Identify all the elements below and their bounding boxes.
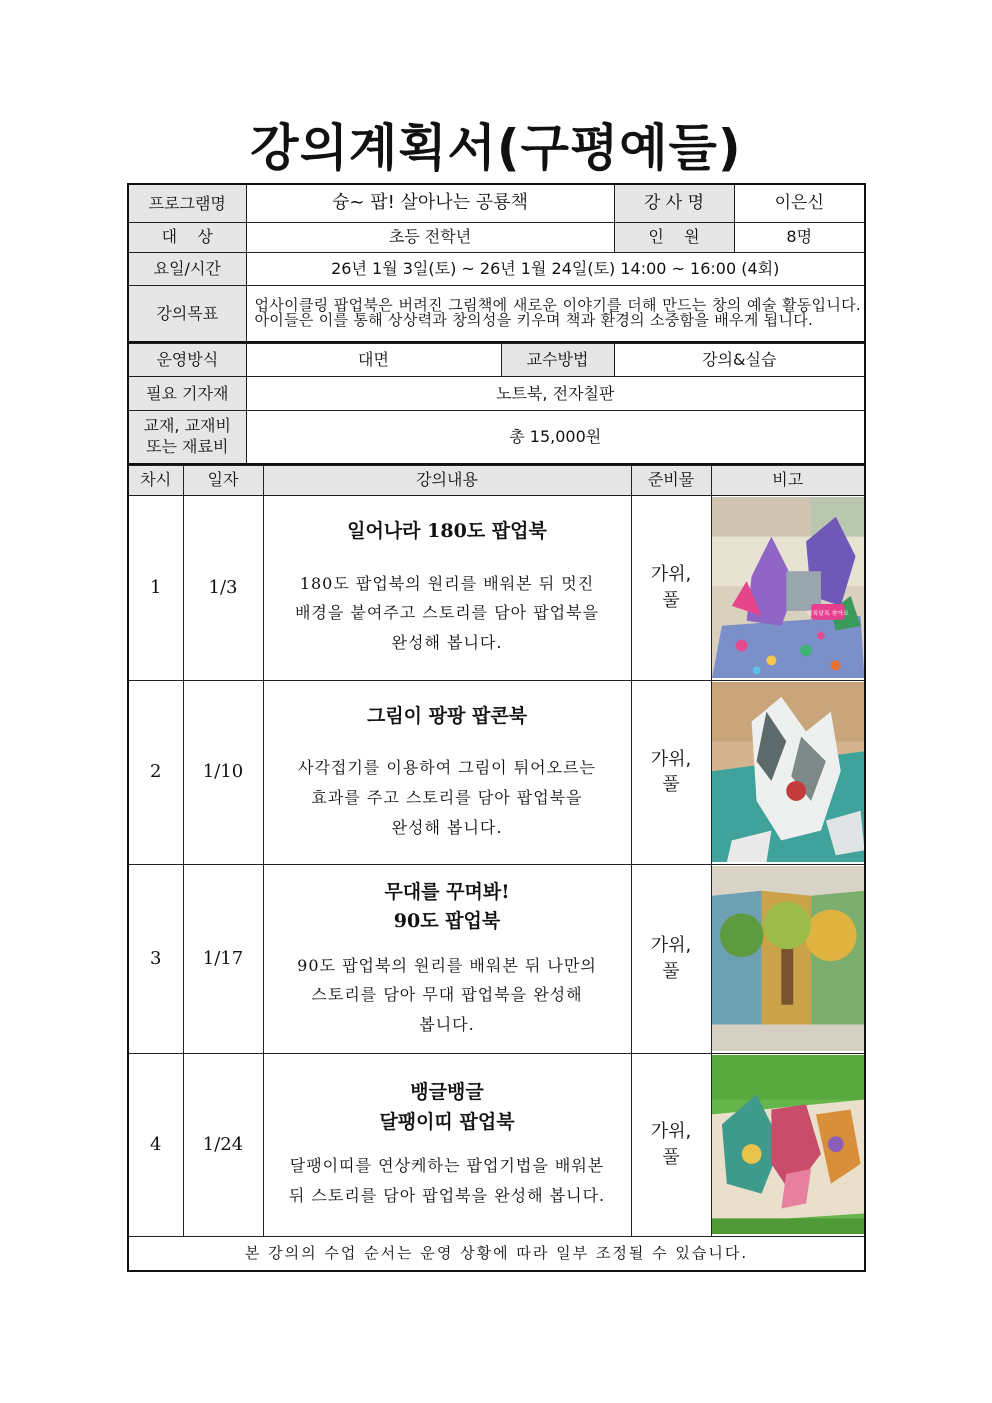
session-row — [128, 495, 865, 680]
photo-sign-text: 알록달록 찾아요 — [806, 609, 849, 617]
materials-line: 가위, — [650, 564, 692, 586]
lecture-plan-sheet — [127, 183, 864, 1272]
session-title: 90도 팝업북 — [393, 910, 501, 933]
header-content: 강의내용 — [263, 465, 631, 495]
session-desc-line: 완성해 봅니다. — [391, 633, 503, 653]
popup-book-photo — [712, 866, 865, 1051]
materials-line: 가위, — [650, 1121, 692, 1143]
fee-value: 총 15,000원 — [246, 411, 865, 464]
session-desc-line: 스토리를 담아 무대 팝업북을 완성해 — [311, 985, 583, 1005]
session-materials — [631, 1053, 711, 1236]
session-materials — [631, 864, 711, 1053]
session-number: 2 — [128, 680, 183, 864]
fee-label-line-2: 또는 재료비 — [146, 436, 229, 456]
count-value: 8명 — [734, 222, 865, 252]
fee-label-line-1: 교재, 교재비 — [143, 415, 231, 435]
header-note: 비고 — [711, 465, 865, 495]
fee-label — [128, 411, 246, 464]
method-label: 운영방식 — [128, 344, 246, 377]
session-date: 1/3 — [183, 495, 263, 680]
session-title: 뱅글뱅글 — [410, 1081, 484, 1104]
count-label: 인 원 — [614, 222, 734, 252]
document-title: 강의계획서(구평예들) — [250, 119, 742, 177]
target-value: 초등 전학년 — [246, 222, 614, 252]
schedule-label: 요일/시간 — [128, 252, 246, 285]
schedule-value: 26년 1월 3일(토) ~ 26년 1월 24일(토) 14:00 ~ 16:00 (4회) — [246, 252, 865, 285]
session-content — [263, 495, 631, 680]
session-desc-line: 180도 팝업북의 원리를 배워본 뒤 멋진 — [299, 573, 595, 593]
session-row — [128, 864, 865, 1053]
teaching-value: 강의&실습 — [614, 344, 865, 377]
schedule-table — [127, 465, 866, 1273]
method-value: 대면 — [246, 344, 501, 377]
header-session: 차시 — [128, 465, 183, 495]
session-date: 1/10 — [183, 680, 263, 864]
session-title: 무대를 꾸며봐! — [384, 880, 510, 903]
popup-book-photo — [712, 682, 865, 862]
materials-line: 풀 — [662, 1146, 680, 1168]
materials-line: 풀 — [662, 960, 680, 982]
equipment-label: 필요 기자재 — [128, 377, 246, 411]
session-content — [263, 1053, 631, 1236]
session-desc-line: 완성해 봅니다. — [391, 817, 503, 837]
materials-line: 풀 — [662, 589, 680, 611]
session-desc-line: 배경을 붙여주고 스토리를 담아 팝업북을 — [294, 603, 600, 623]
session-content — [263, 864, 631, 1053]
session-desc-line: 뒤 스토리를 담아 팝업북을 완성해 봅니다. — [288, 1185, 606, 1205]
teaching-label: 교수방법 — [501, 344, 614, 377]
session-row — [128, 1053, 865, 1236]
session-materials — [631, 495, 711, 680]
popup-book-photo — [712, 497, 865, 678]
session-row — [128, 680, 865, 864]
session-number: 4 — [128, 1053, 183, 1236]
instructor-label: 강 사 명 — [614, 184, 734, 222]
session-desc-line: 효과를 주고 스토리를 담아 팝업북을 — [311, 787, 583, 807]
session-materials — [631, 680, 711, 864]
method-table — [127, 343, 866, 465]
info-table — [127, 183, 866, 343]
session-desc-line: 달팽이띠를 연상케하는 팝업기법을 배워본 — [289, 1156, 605, 1176]
program-label: 프로그램명 — [128, 184, 246, 222]
session-number: 3 — [128, 864, 183, 1053]
materials-line: 가위, — [650, 935, 692, 957]
session-title: 달팽이띠 팝업북 — [379, 1110, 515, 1133]
session-photo-cell — [711, 495, 865, 680]
session-date: 1/24 — [183, 1053, 263, 1236]
session-photo-cell — [711, 864, 865, 1053]
materials-line: 가위, — [650, 748, 692, 770]
goal-value: 업사이클링 팝업북은 버려진 그림책에 새로운 이야기를 더해 만드는 창의 예술 활동입니다. 아이들은 이를 통해 상상력과 창의성을 키우며 책과 환경의 소중함을 배우게 됩니다. — [246, 285, 865, 342]
goal-label: 강의목표 — [128, 285, 246, 342]
session-number: 1 — [128, 495, 183, 680]
session-photo-cell — [711, 1053, 865, 1236]
session-title: 일어나라 180도 팝업북 — [347, 520, 547, 543]
materials-line: 풀 — [662, 774, 680, 795]
program-value: 슝~ 팝! 살아나는 공룡책 — [246, 184, 614, 222]
session-date: 1/17 — [183, 864, 263, 1053]
session-content — [263, 680, 631, 864]
header-materials: 준비물 — [631, 465, 711, 495]
equipment-value: 노트북, 전자칠판 — [246, 377, 865, 411]
session-photo-cell — [711, 680, 865, 864]
session-desc-line: 사각접기를 이용하여 그림이 튀어오르는 — [297, 758, 596, 778]
popup-book-photo — [712, 1055, 865, 1234]
session-desc-line: 봅니다. — [419, 1014, 475, 1034]
instructor-value: 이은신 — [734, 184, 865, 222]
target-label: 대 상 — [128, 222, 246, 252]
session-desc-line: 90도 팝업북의 원리를 배워본 뒤 나만의 — [297, 955, 597, 975]
header-date: 일자 — [183, 465, 263, 495]
footer-note: 본 강의의 수업 순서는 운영 상황에 따라 일부 조정될 수 있습니다. — [128, 1236, 865, 1271]
session-title: 그림이 팡팡 팝콘북 — [366, 704, 528, 727]
